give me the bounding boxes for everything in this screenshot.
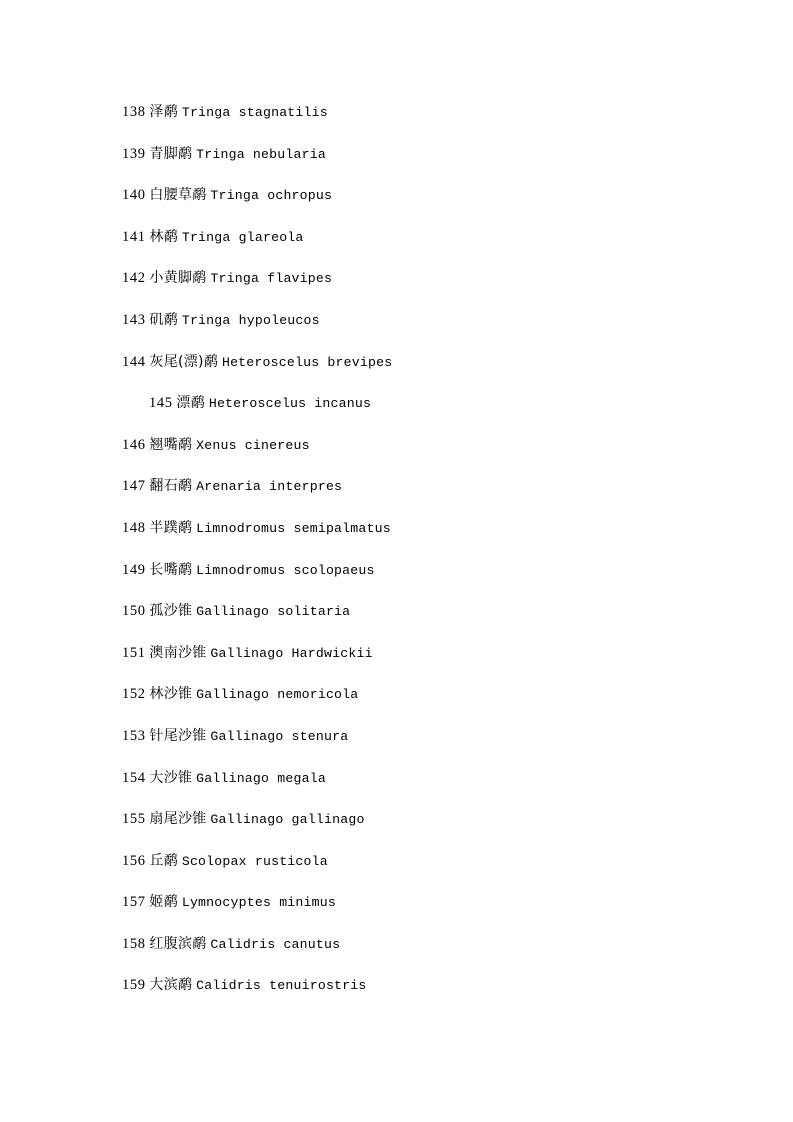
entry-number: 139 bbox=[122, 145, 146, 162]
entry-number: 147 bbox=[122, 478, 146, 495]
list-item bbox=[122, 965, 693, 1007]
list-item bbox=[122, 425, 693, 467]
entry-scientific-name: Xenus cinereus bbox=[196, 437, 310, 453]
list-item bbox=[122, 633, 693, 675]
entry-number: 154 bbox=[122, 769, 146, 786]
entry-chinese-name: 翘嘴鹬 bbox=[149, 436, 193, 453]
entry-scientific-name: Tringa ochropus bbox=[210, 188, 333, 204]
list-item bbox=[122, 342, 693, 384]
list-item bbox=[122, 300, 693, 342]
entry-scientific-name: Gallinago stenura bbox=[210, 728, 349, 744]
list-item bbox=[122, 550, 693, 592]
entry-scientific-name: Heteroscelus brevipes bbox=[221, 354, 393, 370]
entry-chinese-name: 丘鹬 bbox=[149, 852, 178, 869]
entry-number: 157 bbox=[122, 894, 146, 911]
list-item bbox=[122, 175, 693, 217]
list-item bbox=[122, 508, 693, 550]
entry-scientific-name: Arenaria interpres bbox=[196, 479, 343, 495]
entry-scientific-name: Gallinago Hardwickii bbox=[210, 645, 373, 661]
entry-chinese-name: 澳南沙锥 bbox=[149, 644, 207, 661]
entry-number: 156 bbox=[122, 852, 146, 869]
list-item bbox=[122, 841, 693, 883]
entry-number: 145 bbox=[149, 395, 173, 412]
entry-number: 146 bbox=[122, 436, 146, 453]
entry-chinese-name: 翻石鹬 bbox=[149, 478, 193, 495]
list-item bbox=[122, 383, 693, 425]
list-item bbox=[122, 134, 693, 176]
entry-number: 141 bbox=[122, 228, 146, 245]
entry-number: 143 bbox=[122, 311, 146, 328]
entry-scientific-name: Tringa stagnatilis bbox=[181, 105, 328, 120]
entry-number: 148 bbox=[122, 519, 146, 536]
list-item bbox=[122, 591, 693, 633]
entry-scientific-name: Limnodromus semipalmatus bbox=[196, 520, 391, 536]
entry-number: 158 bbox=[122, 935, 146, 952]
entry-chinese-name: 白腰草鹬 bbox=[149, 187, 207, 204]
entry-number: 138 bbox=[122, 104, 146, 120]
entry-scientific-name: Limnodromus scolopaeus bbox=[196, 562, 375, 578]
entry-chinese-name: 青脚鹬 bbox=[149, 145, 193, 162]
entry-number: 159 bbox=[122, 977, 146, 994]
entry-scientific-name: Gallinago nemoricola bbox=[196, 687, 359, 703]
entry-scientific-name: Tringa glareola bbox=[181, 229, 304, 245]
entry-scientific-name: Tringa flavipes bbox=[210, 271, 333, 287]
entry-chinese-name: 针尾沙锥 bbox=[149, 727, 207, 744]
entry-number: 149 bbox=[122, 561, 146, 578]
entry-number: 150 bbox=[122, 603, 146, 620]
entry-chinese-name: 林鹬 bbox=[149, 228, 178, 245]
entry-scientific-name: Gallinago megala bbox=[196, 770, 326, 786]
entry-chinese-name: 红腹滨鹬 bbox=[149, 935, 207, 952]
species-entry-list bbox=[122, 92, 693, 1007]
list-item bbox=[122, 92, 693, 134]
entry-scientific-name: Gallinago solitaria bbox=[196, 604, 351, 620]
entry-chinese-name: 大沙锥 bbox=[149, 769, 193, 786]
entry-number: 142 bbox=[122, 270, 146, 287]
entry-chinese-name: 姬鹬 bbox=[149, 894, 178, 911]
entry-number: 155 bbox=[122, 811, 146, 828]
entry-chinese-name: 大滨鹬 bbox=[149, 977, 193, 994]
entry-chinese-name: 扇尾沙锥 bbox=[149, 811, 207, 828]
list-item bbox=[122, 758, 693, 800]
entry-chinese-name: 半蹼鹬 bbox=[149, 519, 193, 536]
entry-scientific-name: Tringa nebularia bbox=[196, 146, 326, 162]
entry-scientific-name: Gallinago gallinago bbox=[210, 812, 365, 828]
list-item bbox=[122, 466, 693, 508]
entry-chinese-name: 小黄脚鹬 bbox=[149, 270, 207, 287]
entry-scientific-name: Calidris canutus bbox=[210, 936, 341, 952]
entry-number: 153 bbox=[122, 727, 146, 744]
entry-scientific-name: Lymnocyptes minimus bbox=[181, 895, 336, 911]
entry-scientific-name: Scolopax rusticola bbox=[181, 853, 328, 869]
entry-number: 144 bbox=[122, 353, 146, 370]
entry-number: 140 bbox=[122, 187, 146, 204]
entry-chinese-name: 灰尾(漂)鹬 bbox=[149, 353, 219, 370]
entry-scientific-name: Heteroscelus incanus bbox=[208, 396, 372, 412]
list-item bbox=[122, 217, 693, 259]
list-item bbox=[122, 674, 693, 716]
entry-scientific-name: Tringa hypoleucos bbox=[181, 312, 320, 328]
list-item bbox=[122, 924, 693, 966]
entry-chinese-name: 矶鹬 bbox=[149, 311, 178, 328]
entry-chinese-name: 长嘴鹬 bbox=[149, 561, 193, 578]
entry-number: 152 bbox=[122, 686, 146, 703]
entry-chinese-name: 漂鹬 bbox=[176, 395, 205, 412]
list-item bbox=[122, 258, 693, 300]
entry-chinese-name: 泽鹬 bbox=[149, 104, 178, 120]
list-item bbox=[122, 799, 693, 841]
entry-chinese-name: 孤沙锥 bbox=[149, 603, 193, 620]
list-item bbox=[122, 716, 693, 758]
entry-scientific-name: Calidris tenuirostris bbox=[196, 978, 367, 994]
list-item bbox=[122, 882, 693, 924]
entry-number: 151 bbox=[122, 644, 146, 661]
entry-chinese-name: 林沙锥 bbox=[149, 686, 193, 703]
